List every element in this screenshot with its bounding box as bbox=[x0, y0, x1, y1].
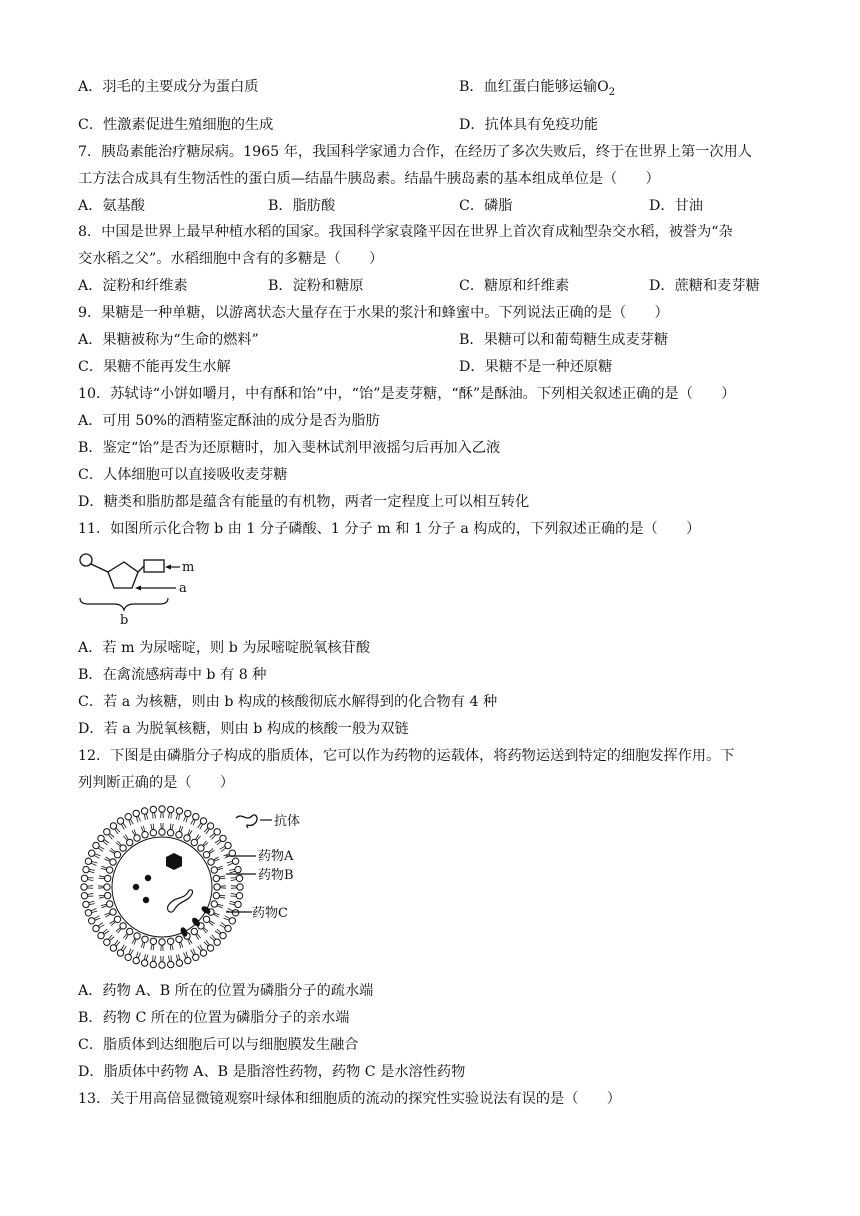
phospholipid-tail bbox=[151, 824, 152, 830]
q12-option-c: C．脂质体到达细胞后可以与细胞膜发生融合 bbox=[78, 1037, 359, 1053]
phospholipid-head bbox=[214, 884, 220, 890]
phospholipid-tail bbox=[231, 893, 237, 894]
label-drug-a: 药物A bbox=[258, 849, 294, 864]
phospholipid-tail bbox=[168, 956, 169, 962]
phospholipid-tail bbox=[186, 952, 188, 958]
phospholipid-tail bbox=[228, 909, 234, 911]
phospholipid-head bbox=[176, 960, 182, 966]
sugar-base-bond bbox=[138, 566, 144, 572]
phospholipid-tail bbox=[101, 868, 107, 869]
q13-stem: 13．关于用高倍显微镜观察叶绿体和细胞质的流动的探究性实验说法有误的是（ ） bbox=[78, 1091, 621, 1107]
phospholipid-head bbox=[81, 893, 87, 899]
phospholipid-tail bbox=[95, 918, 101, 920]
q8-stem-line1: 8．中国是世界上最早种植水稻的国家。我国科学家袁隆平因在世界上首次育成籼型杂交水稻，被誉为“杂 bbox=[78, 224, 733, 240]
phospholipid-head bbox=[150, 830, 156, 836]
pentose-ring bbox=[108, 562, 138, 588]
phospholipid-head bbox=[232, 858, 238, 864]
phospholipid-tail bbox=[229, 904, 235, 905]
q11-option-d: D．若 a 为脱氧核糖，则由 b 构成的核酸一般为双链 bbox=[78, 721, 409, 737]
phospholipid-head bbox=[150, 806, 156, 812]
phospholipid-tail bbox=[181, 827, 183, 833]
q7-option-d: D．甘油 bbox=[649, 198, 703, 214]
phospholipid-head bbox=[159, 829, 165, 835]
phospholipid-tail bbox=[225, 916, 230, 919]
phospholipid-tail bbox=[176, 955, 178, 961]
phospholipid-head bbox=[220, 932, 226, 938]
label-antibody: 抗体 bbox=[274, 814, 301, 829]
phospholipid-head bbox=[110, 945, 116, 951]
phospholipid-head bbox=[104, 939, 110, 945]
phospholipid-head bbox=[105, 875, 111, 881]
phospholipid-tail bbox=[184, 816, 186, 822]
phospholipid-head bbox=[98, 932, 104, 938]
q8-option-c: C．糖原和纤维素 bbox=[459, 278, 570, 294]
phospholipid-tail bbox=[220, 888, 226, 889]
q7-stem-line1: 7．胰岛素能治疗糖尿病。1965 年，我国科学家通力合作，在经历了多次失败后，终于在世界上第一次用人 bbox=[78, 144, 752, 160]
phospholipid-tail bbox=[230, 871, 236, 873]
q10-option-c: C．人体细胞可以直接吸收麦芽糖 bbox=[78, 467, 288, 483]
phospholipid-tail bbox=[87, 880, 93, 881]
phospholipid-head bbox=[207, 823, 213, 829]
phospholipid-head bbox=[214, 939, 220, 945]
phospholipid-tail bbox=[138, 816, 140, 822]
phospholipid-tail bbox=[129, 949, 131, 955]
phospholipid-tail bbox=[219, 876, 225, 877]
phospholipid-head bbox=[98, 835, 104, 841]
phospholipid-tail bbox=[224, 918, 230, 920]
phospholipid-tail bbox=[179, 814, 180, 820]
phospholipid-tail bbox=[102, 866, 108, 868]
phospholipid-tail bbox=[141, 942, 143, 948]
phospholipid-head bbox=[237, 884, 243, 890]
q8-option-b: B．淀粉和糖原 bbox=[268, 278, 364, 294]
q9-option-a: A．果糖被称为“生命的燃料” bbox=[78, 332, 259, 348]
phospholipid-tail bbox=[89, 871, 95, 873]
phospholipid-head bbox=[213, 875, 219, 881]
phospholipid-tail bbox=[227, 861, 233, 863]
phospholipid-head bbox=[176, 936, 182, 942]
phospholipid-tail bbox=[186, 817, 188, 823]
phospholipid-head bbox=[81, 875, 87, 881]
base-rectangle bbox=[144, 560, 164, 572]
phospholipid-tail bbox=[168, 812, 169, 818]
q6-option-b-text: B．血红蛋白能够运输O bbox=[459, 79, 609, 95]
phospholipid-tail bbox=[129, 820, 131, 826]
phospholipid-head bbox=[198, 845, 204, 851]
phospholipid-head bbox=[211, 867, 217, 873]
phospholipid-tail bbox=[179, 942, 180, 948]
q9-stem: 9．果糖是一种单糖，以游离状态大量存在于水果的浆汁和蜂蜜中。下列说法正确的是（ ） bbox=[78, 305, 669, 321]
phospholipid-head bbox=[141, 808, 147, 814]
phospholipid-tail bbox=[217, 906, 223, 908]
phospholipid-head bbox=[120, 845, 126, 851]
phospholipid-head bbox=[142, 936, 148, 942]
phospholipid-head bbox=[167, 938, 173, 944]
phospholipid-tail bbox=[191, 950, 194, 955]
phospholipid-head bbox=[81, 884, 87, 890]
drug-b-dot-2 bbox=[133, 884, 139, 890]
phospholipid-tail bbox=[98, 888, 104, 889]
phospholipid-tail bbox=[230, 901, 236, 903]
phospholipid-head bbox=[104, 884, 110, 890]
phospholipid-head bbox=[133, 810, 139, 816]
q11-option-c: C．若 a 为核糖，则由 b 构成的核酸彻底水解得到的化合物有 4 种 bbox=[78, 694, 498, 710]
label-m: m bbox=[182, 560, 195, 575]
arrow-m-head bbox=[165, 565, 171, 570]
phospholipid-tail bbox=[91, 863, 97, 865]
phospholipid-head bbox=[235, 901, 241, 907]
phospholipid-tail bbox=[146, 814, 148, 820]
q9-option-d: D．果糖不是一种还原糖 bbox=[459, 359, 613, 375]
phospholipid-tail bbox=[136, 817, 138, 823]
q7-option-c: C．磷脂 bbox=[459, 198, 513, 214]
phospholipid-tail bbox=[191, 819, 194, 824]
phospholipid-head bbox=[176, 832, 182, 838]
phospholipid-head bbox=[185, 957, 191, 963]
q7-option-b: B．脂肪酸 bbox=[268, 198, 336, 214]
q6-option-a: A．羽毛的主要成分为蛋白质 bbox=[78, 79, 259, 95]
phospholipid-tail bbox=[155, 812, 156, 818]
phospholipid-head bbox=[167, 830, 173, 836]
phospholipid-tail bbox=[141, 827, 143, 833]
phospholipid-tail bbox=[217, 866, 223, 868]
drug-b-dot-1 bbox=[145, 875, 151, 881]
phospholipid-tail bbox=[99, 876, 105, 877]
phospholipid-tail bbox=[193, 949, 195, 955]
phospholipid-tail bbox=[161, 945, 162, 951]
phospholipid-head bbox=[105, 892, 111, 898]
phospholipid-tail bbox=[229, 869, 235, 870]
brace bbox=[80, 598, 168, 610]
phospholipid-head bbox=[176, 808, 182, 814]
phospholipid-tail bbox=[161, 823, 162, 829]
phospholipid-head bbox=[211, 901, 217, 907]
phospholipid-tail bbox=[91, 909, 97, 911]
label-drug-c: 药物C bbox=[252, 906, 288, 921]
phospholipid-tail bbox=[219, 897, 225, 898]
phospholipid-tail bbox=[143, 942, 144, 948]
phospholipid-head bbox=[235, 866, 241, 872]
phospholipid-tail bbox=[98, 886, 104, 887]
phospholipid-tail bbox=[179, 826, 180, 832]
phospholipid-tail bbox=[130, 819, 133, 824]
q6-option-b bbox=[459, 77, 615, 103]
phospholipid-tail bbox=[179, 954, 180, 960]
q10-option-b: B．鉴定“饴”是否为还原糖时，加入斐林试剂甲液摇匀后再加入乙液 bbox=[78, 440, 501, 456]
q10-option-d: D．糖类和脂肪都是蕴含有能量的有机物，两者一定程度上可以相互转化 bbox=[78, 494, 530, 510]
phospholipid-tail bbox=[163, 945, 164, 951]
q6-option-d: D．抗体具有免疫功能 bbox=[459, 117, 599, 133]
phospholipid-tail bbox=[184, 953, 186, 959]
phospholipid-tail bbox=[101, 904, 107, 905]
phospholipid-head bbox=[142, 832, 148, 838]
q6-option-c: C．性激素促进生殖细胞的生成 bbox=[78, 117, 274, 133]
label-a: a bbox=[179, 581, 187, 596]
label-drug-b: 药物B bbox=[258, 868, 294, 883]
q12-option-a: A．药物 A、B 所在的位置为磷脂分子的疏水端 bbox=[78, 983, 374, 999]
q11-option-b: B．在禽流感病毒中 b 有 8 种 bbox=[78, 667, 267, 683]
q7-option-a: A．氨基酸 bbox=[78, 198, 145, 214]
phospholipid-tail bbox=[92, 911, 98, 913]
q10-option-a: A．可用 50%的酒精鉴定酥油的成分是否为脂肪 bbox=[78, 413, 380, 429]
phospholipid-head bbox=[236, 875, 242, 881]
phospholipid-head bbox=[83, 901, 89, 907]
phospholipid-tail bbox=[220, 886, 226, 887]
phospholipid-head bbox=[150, 938, 156, 944]
phospholipid-tail bbox=[94, 916, 99, 919]
phospholipid-head bbox=[104, 829, 110, 835]
q8-option-d: D．蔗糖和麦芽糖 bbox=[649, 278, 760, 294]
q11-option-a: A．若 m 为尿嘧啶，则 b 为尿嘧啶脱氧核苷酸 bbox=[78, 640, 371, 656]
drug-b-dot-3 bbox=[143, 897, 149, 903]
phospholipid-tail bbox=[92, 861, 98, 863]
q12-stem-line2: 列判断正确的是（ ） bbox=[78, 775, 235, 791]
phospholipid-head bbox=[107, 901, 113, 907]
phospholipid-tail bbox=[228, 863, 234, 865]
phospholipid-tail bbox=[181, 942, 183, 948]
phospholipid-tail bbox=[217, 868, 223, 869]
phosphate-circle bbox=[80, 554, 92, 566]
phospholipid-head bbox=[110, 823, 116, 829]
phospholipid-tail bbox=[144, 814, 145, 820]
q9-option-b: B．果糖可以和葡萄糖生成麦芽糖 bbox=[459, 332, 669, 348]
q12-option-d: D．脂质体中药物 A、B 是脂溶性药物，药物 C 是水溶性药物 bbox=[78, 1064, 466, 1080]
phospholipid-head bbox=[83, 866, 89, 872]
phospholipid-head bbox=[159, 806, 165, 812]
phospholipid-head bbox=[120, 923, 126, 929]
phospholipid-tail bbox=[217, 904, 223, 905]
phospholipid-head bbox=[107, 867, 113, 873]
q11-stem: 11．如图所示化合物 b 由 1 分子磷酸、1 分子 m 和 1 分子 a 构成的，下列叙述正确的是（ ） bbox=[78, 521, 701, 537]
phospholipid-head bbox=[168, 961, 174, 967]
q8-option-a: A．淀粉和纤维素 bbox=[78, 278, 188, 294]
phospholipid-head bbox=[141, 960, 147, 966]
phospholipid-tail bbox=[130, 950, 133, 955]
phospholipid-tail bbox=[172, 944, 173, 950]
phospholipid-head bbox=[85, 910, 91, 916]
q7-stem-line2: 工方法合成具有生物活性的蛋白质—结晶牛胰岛素。结晶牛胰岛素的基本组成单位是（ ） bbox=[78, 171, 660, 187]
phospholipid-head bbox=[133, 957, 139, 963]
phospholipid-tail bbox=[87, 893, 93, 894]
q8-stem-line2: 交水稻之父”。水稻细胞中含有的多糖是（ ） bbox=[78, 251, 384, 267]
phospholipid-tail bbox=[146, 955, 148, 961]
phospholipid-tail bbox=[163, 823, 164, 829]
phospholipid-head bbox=[185, 810, 191, 816]
phospholipid-tail bbox=[89, 901, 95, 903]
phospholipid-head bbox=[220, 835, 226, 841]
phospholipid-tail bbox=[102, 906, 108, 908]
phospholipid-tail bbox=[138, 953, 140, 959]
phospholipid-head bbox=[168, 806, 174, 812]
phospholipid-head bbox=[159, 962, 165, 968]
phospholipid-head bbox=[85, 858, 91, 864]
phospholipid-tail bbox=[176, 814, 178, 820]
phosphate-sugar-bond bbox=[91, 564, 108, 572]
phospholipid-tail bbox=[89, 869, 95, 870]
liposome-figure bbox=[76, 804, 306, 974]
phospholipid-tail bbox=[231, 880, 237, 881]
q10-stem: 10．苏轼诗“小饼如嚼月，中有酥和饴”中，“饴”是麦芽糖，“酥”是酥油。下列相关叙述正确的是（ ） bbox=[78, 386, 736, 402]
q12-stem-line1: 12．下图是由磷脂分子构成的脂质体，它可以作为药物的运载体，将药物运送到特定的细胞发挥作用。下 bbox=[78, 748, 735, 764]
phospholipid-tail bbox=[193, 820, 195, 826]
phospholipid-tail bbox=[143, 826, 144, 832]
antibody-icon bbox=[236, 815, 257, 828]
phospholipid-head bbox=[150, 961, 156, 967]
phospholipid-tail bbox=[151, 944, 152, 950]
label-b: b bbox=[120, 613, 129, 628]
phospholipid-head bbox=[159, 939, 165, 945]
q6-option-b-subscript: 2 bbox=[608, 87, 616, 98]
arrow-a-head bbox=[135, 586, 141, 591]
phospholipid-tail bbox=[99, 897, 105, 898]
phospholipid-tail bbox=[144, 954, 145, 960]
phospholipid-tail bbox=[94, 855, 99, 858]
phospholipid-tail bbox=[155, 956, 156, 962]
q12-option-b: B．药物 C 所在的位置为磷脂分子的亲水端 bbox=[78, 1010, 350, 1026]
phospholipid-head bbox=[213, 892, 219, 898]
phospholipid-head bbox=[214, 829, 220, 835]
phospholipid-head bbox=[207, 945, 213, 951]
phospholipid-tail bbox=[89, 904, 95, 905]
phospholipid-tail bbox=[172, 824, 173, 830]
phospholipid-tail bbox=[95, 854, 101, 856]
q9-option-c: C．果糖不能再发生水解 bbox=[78, 359, 231, 375]
phospholipid-head bbox=[232, 910, 238, 916]
nucleotide-figure bbox=[76, 550, 206, 630]
phospholipid-head bbox=[236, 893, 242, 899]
phospholipid-tail bbox=[136, 952, 138, 958]
